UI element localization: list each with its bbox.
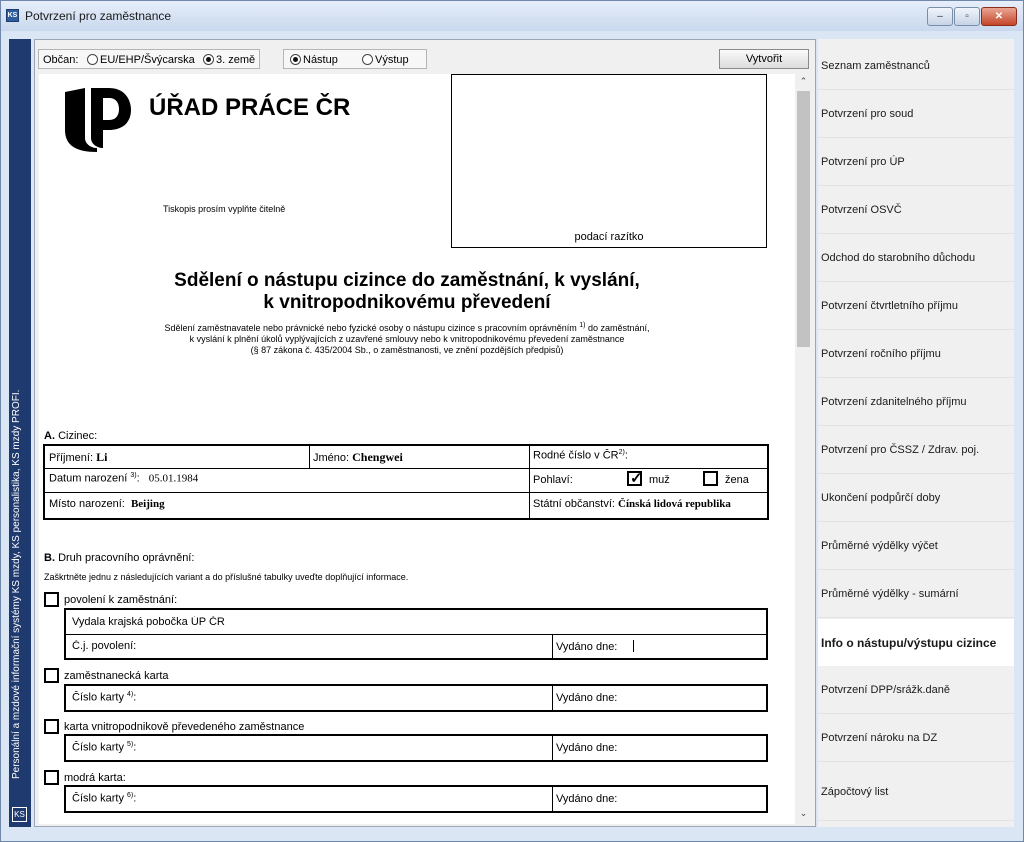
sidebar [818,39,1014,827]
field-label: Číslo karty [72,691,124,704]
citizen-radio-eu[interactable] [87,54,195,66]
employee-card-number-field[interactable] [72,691,136,704]
blue-card-checkbox[interactable] [44,770,59,785]
field-label: Číslo karty [72,792,124,805]
row-divider [66,634,766,635]
footnote-ref: 6) [127,792,134,799]
radio-label: Nástup [303,54,338,66]
section-letter: B. [44,552,55,564]
sidebar-item-osvc[interactable]: Potvrzení OSVČ [818,187,1014,234]
field-label: Vydáno dne: [556,641,618,653]
sidebar-item-labour-office[interactable]: Potvrzení pro ÚP [818,139,1014,186]
field-colon: : [133,691,137,704]
field-label: Jméno: [313,452,350,464]
birth-number-field[interactable] [533,449,628,462]
footnote-ref: 3) [130,472,137,479]
radio-label: Výstup [375,54,409,66]
birth-date-field[interactable] [49,472,198,485]
sex-label: Pohlaví: [533,474,573,486]
permit-label: povolení k zaměstnání: [64,594,178,606]
text-cursor [633,640,634,652]
firstname-field[interactable] [313,450,403,465]
scroll-thumb[interactable] [797,91,810,347]
stamp-box [451,74,767,248]
form-title [39,270,775,314]
blue-card-label: modrá karta: [64,772,126,784]
transfer-card-issued-on-field[interactable]: Vydáno dne: [556,742,618,754]
transfer-card-table [64,734,768,762]
radio-label: 3. země [216,54,256,66]
permit-issued-by: Vydala krajská pobočka ÚP ČR [72,616,225,628]
sidebar-item-dz-claim[interactable]: Potvrzení nároku na DZ [818,715,1014,762]
radio-icon [87,54,98,65]
birthplace-field[interactable] [49,498,165,510]
col-divider [309,446,310,468]
employee-card-issued-on-field[interactable]: Vydáno dne: [556,692,618,704]
sidebar-item-taxable-income[interactable]: Potvrzení zdanitelného příjmu [818,379,1014,426]
sidebar-item-annual-income[interactable]: Potvrzení ročního příjmu [818,331,1014,378]
radio-selected-icon [290,54,301,65]
ks-logo-icon: KS [12,807,27,822]
col-divider [552,634,553,658]
footnote-ref: 5) [127,741,134,748]
radio-selected-icon [203,54,214,65]
field-label: Příjmení: [49,452,94,464]
col-divider [529,446,530,518]
citizenship-field[interactable] [533,498,731,510]
sex-male-label: muž [649,474,670,486]
sidebar-item-cssz[interactable]: Potvrzení pro ČSSZ / Zdrav. poj. [818,427,1014,474]
section-title: Druh pracovního oprávnění: [58,552,195,564]
sidebar-item-court[interactable]: Potvrzení pro soud [818,91,1014,138]
employee-card-checkbox[interactable] [44,668,59,683]
sidebar-item-support-end[interactable]: Ukončení podpůrčí doby [818,475,1014,522]
title-bar [1,1,1023,31]
field-label: Číslo karty [72,741,124,754]
stamp-label: podací razítko [574,231,644,243]
transfer-card-number-field[interactable] [72,741,136,754]
sidebar-item-dpp-tax[interactable]: Potvrzení DPP/srážk.daně [818,667,1014,714]
event-radio-end[interactable] [362,54,409,66]
footnote-ref: 1) [579,322,586,329]
employee-card-label: zaměstnanecká karta [64,670,169,682]
permit-ref-field[interactable]: Č.j. povolení: [72,640,137,652]
window-title: Potvrzení pro zaměstnance [25,9,172,23]
footnote-ref: 2) [618,449,625,456]
field-colon: : [624,449,628,462]
form-subtitle [39,320,775,356]
form-subtitle-line2: k vyslání k plnění úkolů vyplývajících z uzavřené smlouvy nebo k vnitropodnikovému převedení zaměstnance [189,334,625,344]
employee-card-table [64,684,768,712]
citizen-label: Občan: [43,54,79,66]
sex-female-label: žena [725,474,749,486]
radio-icon [362,54,373,65]
blue-card-number-field[interactable] [72,792,136,805]
sidebar-item-credit-sheet[interactable]: Zápočtový list [818,763,1014,821]
col-divider [552,686,553,710]
sex-female-checkbox[interactable] [703,471,718,486]
event-group [283,49,427,69]
section-letter: A. [44,430,55,442]
field-colon: : [136,472,140,485]
print-note: Tiskopis prosím vyplňte čitelně [163,204,286,214]
foreigner-table [43,444,769,520]
scroll-down-icon[interactable]: ⌄ [799,808,808,818]
sidebar-item-employees[interactable]: Seznam zaměstnanců [818,43,1014,90]
minimize-button[interactable]: ‒ [927,7,953,26]
scroll-up-icon[interactable]: ⌃ [799,76,808,86]
main-panel [34,39,816,827]
form-subtitle-line3: (§ 87 zákona č. 435/2004 Sb., o zaměstnanosti, ve znění pozdějších předpisů) [250,345,564,355]
section-title: Cizinec: [58,430,98,442]
field-label: Místo narození: [49,498,125,510]
transfer-card-label: karta vnitropodnikově převedeného zaměstnance [64,721,305,733]
permit-issued-on-field[interactable] [556,640,634,653]
vertical-banner [9,39,31,827]
footnote-ref: 4) [127,691,134,698]
up-logo-icon [63,86,133,152]
sidebar-item-quarterly-income[interactable]: Potvrzení čtvrtletního příjmu [818,283,1014,330]
transfer-card-checkbox[interactable] [44,719,59,734]
permit-checkbox[interactable] [44,592,59,607]
section-b-instruction: Zaškrtněte jednu z následujících variant a do příslušné tabulky uveďte doplňující informace. [44,572,409,582]
vertical-scrollbar[interactable] [795,74,812,824]
blue-card-table [64,785,768,813]
sidebar-item-avg-earnings-summary[interactable]: Průměrné výdělky - sumární [818,571,1014,618]
permit-table [64,608,768,660]
field-label: Datum narození [49,472,128,485]
form-title-line2: k vnitropodnikovému převedení [263,292,551,313]
subtitle-text: do zaměstnání, [585,323,650,333]
firstname-value: Chengwei [352,450,403,464]
sidebar-item-retirement[interactable]: Odchod do starobního důchodu [818,235,1014,282]
office-title: ÚŘAD PRÁCE ČR [149,94,351,121]
sidebar-item-foreigner-info[interactable]: Info o nástupu/výstupu cizince [818,619,1014,666]
citizen-group [38,49,260,69]
subtitle-text: Sdělení zaměstnavatele nebo právnické nebo fyzické osoby o nástupu cizince s pracovním oprávněním [164,323,577,333]
col-divider [552,787,553,811]
form-title-line1: Sdělení o nástupu cizince do zaměstnání, k vyslání, [174,270,640,291]
form-subtitle-line1 [39,320,775,334]
vertical-banner-text: Personální a mzdové informační systémy KS mzdy, KS personalistika, KS mzdy PROFI. [11,389,22,779]
row-divider [45,468,767,469]
maximize-button[interactable]: ▫ [954,7,980,26]
radio-label: EU/EHP/Švýcarska [100,54,195,66]
blue-card-issued-on-field[interactable]: Vydáno dne: [556,793,618,805]
toolbar [35,40,815,74]
section-b-heading [44,552,194,564]
field-colon: : [133,741,137,754]
form-document [39,74,795,824]
row-divider [45,492,767,493]
field-colon: : [133,792,137,805]
section-a-heading [44,430,97,442]
event-radio-start[interactable] [290,54,338,66]
app-icon[interactable]: KS [6,9,19,22]
close-button[interactable]: ✕ [981,7,1017,26]
surname-field[interactable] [49,450,107,465]
surname-value: Li [96,450,108,464]
citizen-radio-third[interactable] [203,54,255,66]
col-divider [552,736,553,760]
birth-date-value: 05.01.1984 [148,472,199,485]
birthplace-value: Beijing [130,498,165,510]
create-button[interactable]: Vytvořit [719,49,809,69]
field-label: Státní občanství: [533,498,615,510]
sidebar-item-avg-earnings-list[interactable]: Průměrné výdělky výčet [818,523,1014,570]
field-label: Rodné číslo v ČR [533,449,619,462]
sex-male-checkbox[interactable] [627,471,642,486]
citizenship-value: Čínská lidová republika [618,498,731,510]
